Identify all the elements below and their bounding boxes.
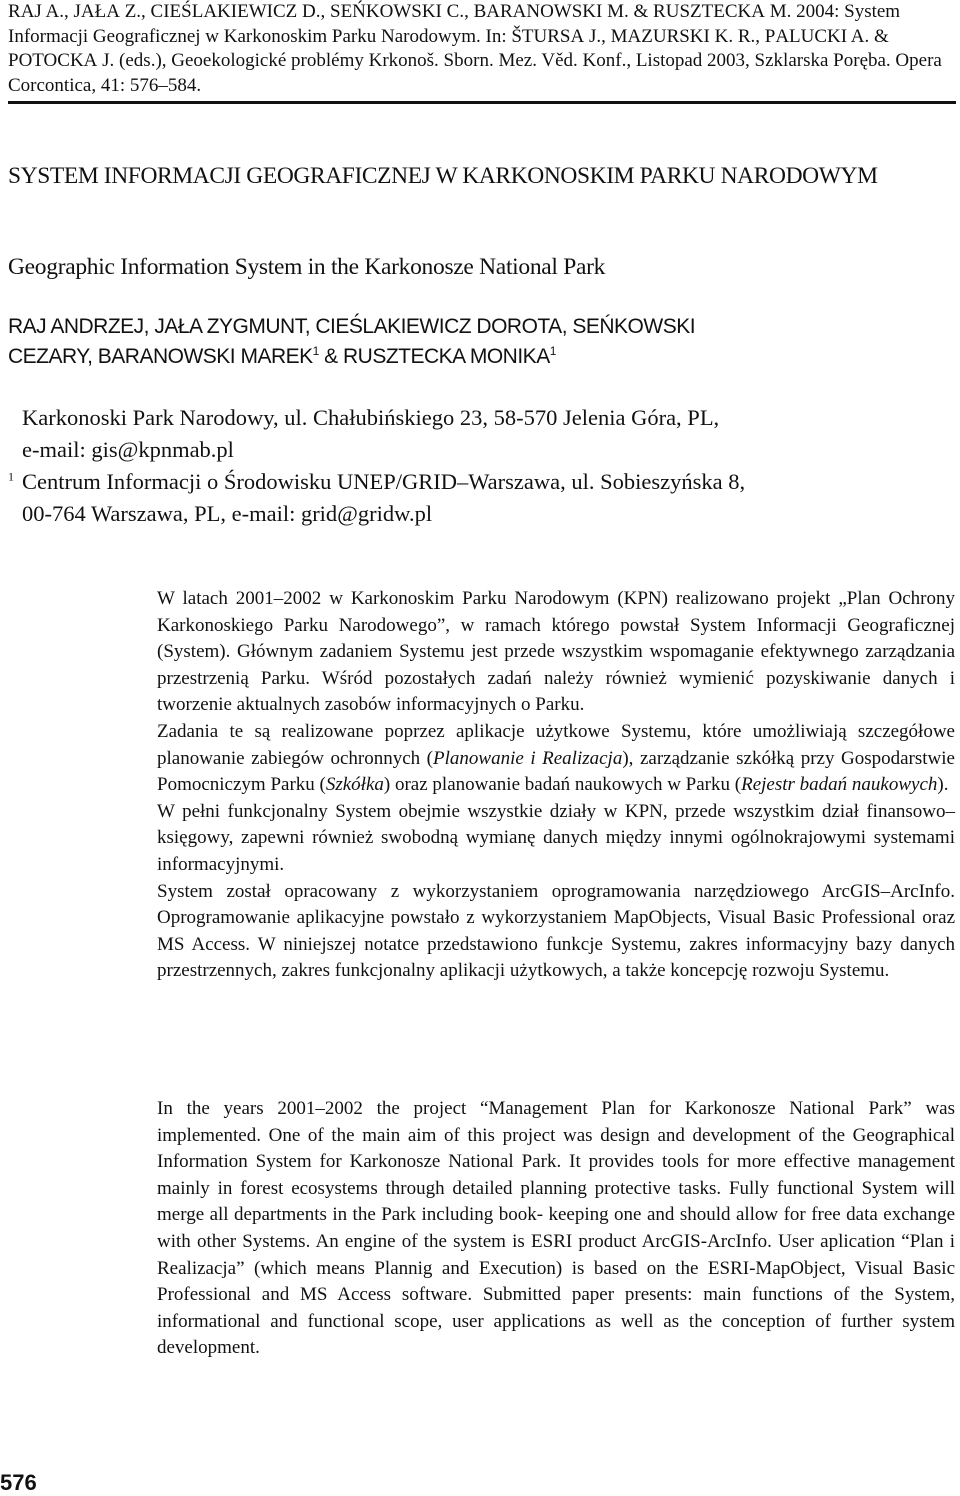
citation: RAJ A., JAŁA Z., CIEŚLAKIEWICZ D., SEŃKOWSKI C., BARANOWSKI M. & RUSZTECKA M. 2004: System Informacji Geograficznej w Karkonoskim Parku Narodowym. In: ŠTURSA J., MAZURSKI K. R., PALUCKI A. & POTOCKA J. (eds.), Geoekologické problémy Krkonoš. Sborn. Mez. Věd. Konf., Listopad 2003, Szklarska Poręba. Opera Corcontica, 41: 576–584. <box>8 1 942 96</box>
affiliation-2-line-2: 00-764 Warszawa, PL, e-mail: grid@gridw.pl <box>22 501 433 526</box>
paper-subtitle: Geographic Information System in the Karkonosze National Park <box>8 254 606 280</box>
affiliation-marker: 1 <box>312 344 319 358</box>
affiliation-1-line-2: e-mail: gis@kpnmab.pl <box>22 437 234 462</box>
header-rule <box>8 101 956 104</box>
author-line-1: RAJ ANDRZEJ, JAŁA ZYGMUNT, CIEŚLAKIEWICZ DOROTA, SEŃKOWSKI <box>8 315 696 338</box>
abstract-pl-paragraph: W latach 2001–2002 w Karkonoskim Parku Narodowym (KPN) realizowano projekt „Plan Ochrony Karkonoskiego Parku Narodowego”, w ramach którego powstał System Informacji Geograficznej (System). Głównym zadaniem Systemu jest przede wszystkim wspomaganie efektywnego zarządzania przestrzenią Parku. Wśród pozostałych zadań należy również wymienić pozyskiwanie danych i tworzenie aktualnych zasobów informacyjnych o Parku. <box>157 588 955 716</box>
abstract-pl-paragraph: System został opracowany z wykorzystaniem oprogramowania narzędziowego ArcGIS–ArcInfo. Oprogramowanie aplikacyjne powstało z wykorzystaniem MapObjects, Visual Basic Professional oraz MS Access. W niniejszej notatce przedstawiono funkcje Systemu, zakres informacyjny bazy danych przestrzennych, zakres funkcjonalny aplikacji użytkowych, a także koncepcję rozwoju Systemu. <box>157 880 955 982</box>
author-list <box>8 312 928 372</box>
abstract-pl-paragraph: Zadania te są realizowane poprzez aplikacje użytkowe Systemu, które umożliwiają szczegółowe planowanie zabiegów ochronnych (Planowanie i Realizacja), zarządzanie szkółką przy Gospodarstwie Pomocniczym Parku (Szkółka) oraz planowanie badań naukowych w Parku (Rejestr badań naukowych). <box>157 720 955 796</box>
affiliation-1-line-1: Karkonoski Park Narodowy, ul. Chałubińskiego 23, 58-570 Jelenia Góra, PL, <box>22 405 720 430</box>
abstract-polish <box>157 586 955 985</box>
abstract-english <box>157 1096 955 1362</box>
affiliations <box>8 402 908 530</box>
abstract-pl-paragraph: W pełni funkcjonalny System obejmie wszystkie działy w KPN, przede wszystkim dział finansowo–księgowy, zapewni również swobodną wymianę danych między innymi ogólnokrajowymi systemami informacyjnymi. <box>157 800 955 875</box>
abstract-en-paragraph: In the years 2001–2002 the project “Management Plan for Karkonosze National Park” was implemented. One of the main aim of this project was design and development of the Geographical Information System for Karkonosze National Park. It provides tools for more effective management mainly in forest ecosystems through detailed planning protective tasks. Fully functional System will merge all departments in the Park including book- keeping one and should allow for free data exchange with other Systems. An engine of the system is ESRI product ArcGIS-ArcInfo. User aplication “Plan i Realizacja” (which means Plannig and Execution) is based on the ESRI-MapObject, Visual Basic Professional and MS Access software. Submitted paper presents: main functions of the System, informational and functional scope, user applications as well as the conception of further system development. <box>157 1098 955 1359</box>
affiliation-2-line-1: $^1$ Centrum Informacji o Środowisku UNEP/GRID–Warszawa, ul. Sobieszyńska 8, <box>8 469 746 494</box>
affiliation-marker: 1 <box>549 344 556 358</box>
author-line-2: CEZARY, BARANOWSKI MAREK$^1$ & RUSZTECKA MONIKA$^1$ <box>8 344 556 368</box>
paper-title: SYSTEM INFORMACJI GEOGRAFICZNEJ W KARKONOSKIM PARKU NARODOWYM <box>8 163 878 189</box>
page-number: 576 <box>0 1470 37 1495</box>
